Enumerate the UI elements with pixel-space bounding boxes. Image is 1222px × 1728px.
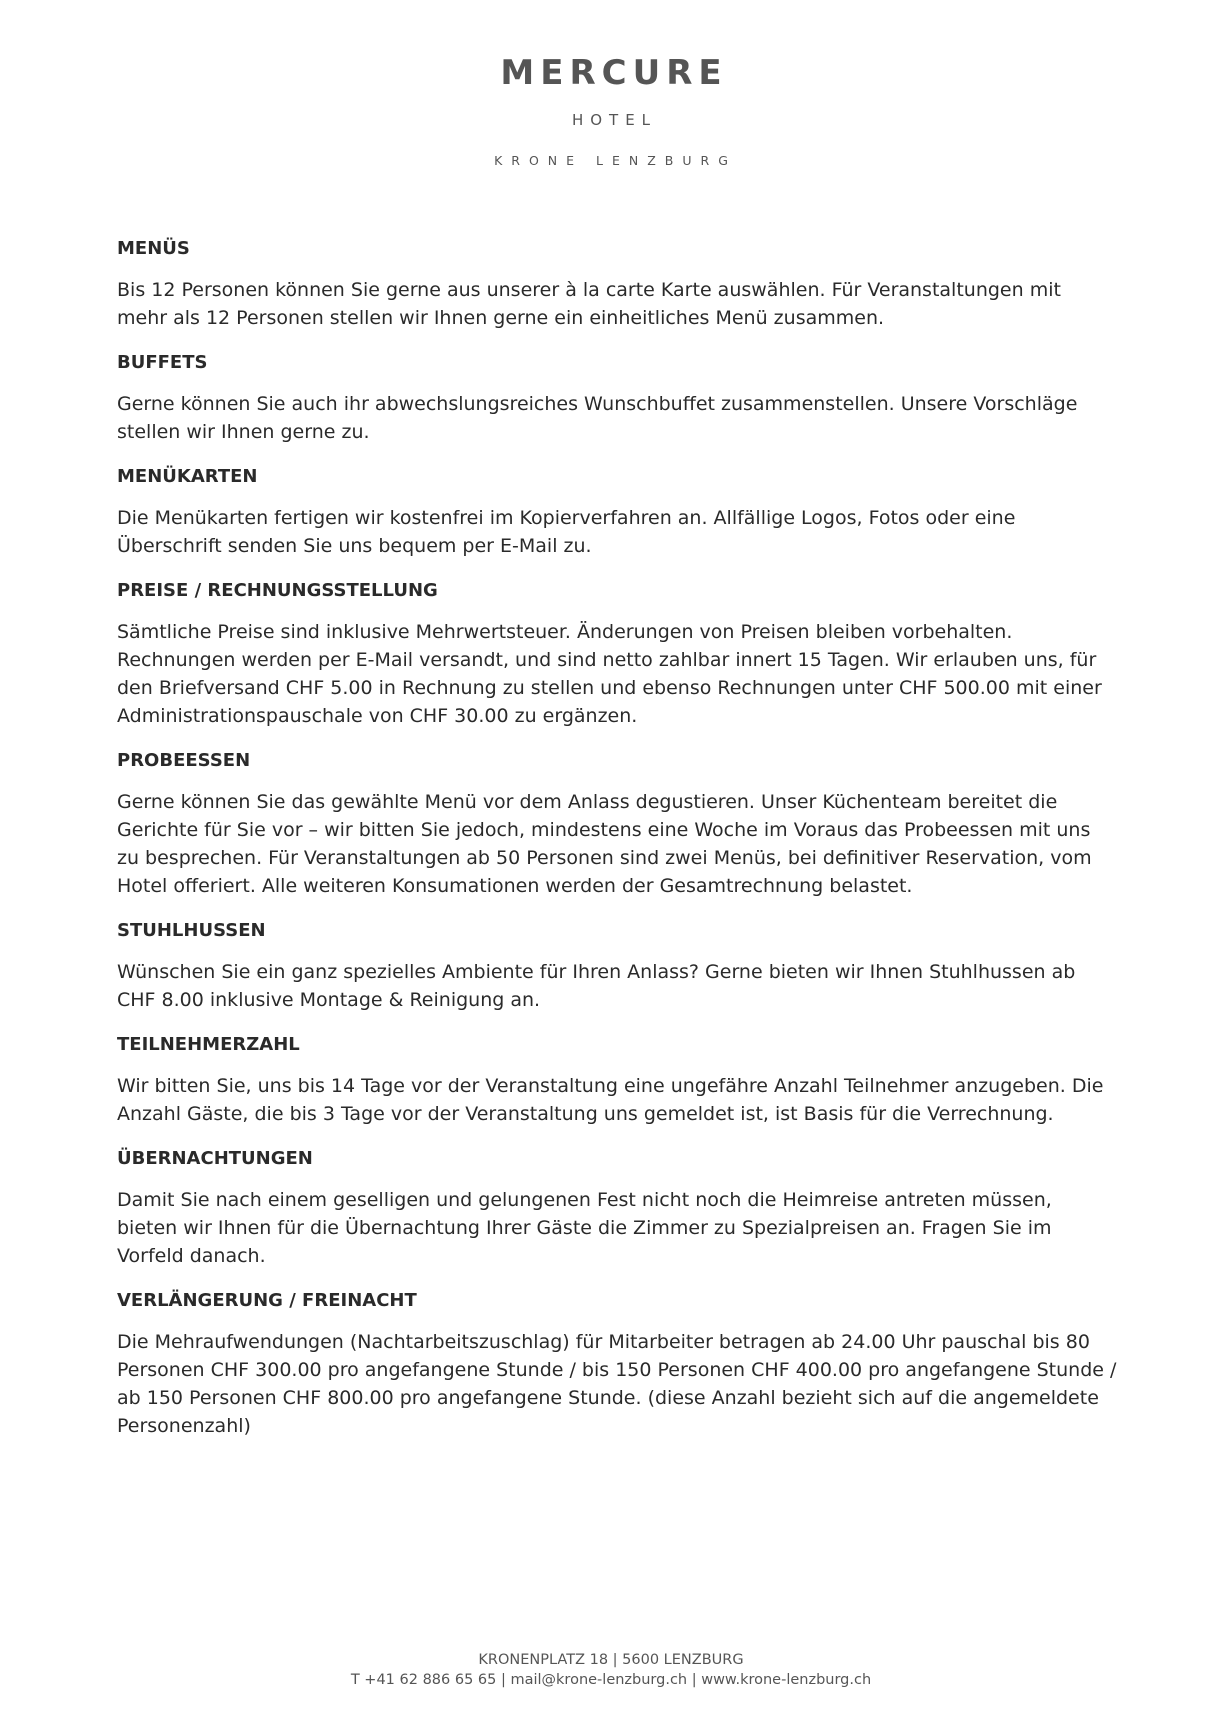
section-title: STUHLHUSSEN: [117, 920, 266, 941]
section-title: TEILNEHMERZAHL: [117, 1034, 300, 1055]
section-title: BUFFETS: [117, 352, 208, 373]
section-text: Die Mehraufwendungen (Nachtarbeitszuschlag) für Mitarbeiter betragen ab 24.00 Uhr pauschal bis 80 Personen CHF 300.00 pro angefangene Stunde / bis 150 Personen CHF 400.00 pro angefangene Stunde / ab 150 Personen CHF 800.00 pro angefangene Stunde. (diese Anzahl bezieht sich auf die angemeldete Personenzahl): [117, 1331, 1117, 1437]
section-menus: [117, 236, 1117, 332]
footer-contact: T +41 62 886 65 65 | mail@krone-lenzburg.ch | www.krone-lenzburg.ch: [350, 1672, 872, 1688]
section-text: Wünschen Sie ein ganz spezielles Ambiente für Ihren Anlass? Gerne bieten wir Ihnen Stuhlhussen ab CHF 8.00 inklusive Montage & Reinigung an.: [117, 961, 1076, 1011]
section-teilnehmerzahl: [117, 1032, 1117, 1128]
section-text: Gerne können Sie das gewählte Menü vor dem Anlass degustieren. Unser Küchenteam bereitet die Gerichte für Sie vor – wir bitten Sie jedoch, mindestens eine Woche im Voraus das Probeessen mit uns zu besprechen. Für Veranstaltungen ab 50 Personen sind zwei Menüs, bei definitiver Reservation, vom Hotel offeriert. Alle weiteren Konsumationen werden der Gesamtrechnung belastet.: [117, 791, 1092, 897]
section-text: Wir bitten Sie, uns bis 14 Tage vor der Veranstaltung eine ungefähre Anzahl Teilnehmer anzugeben. Die Anzahl Gäste, die bis 3 Tage vor der Veranstaltung uns gemeldet ist, ist Basis für die Verrechnung.: [117, 1075, 1104, 1125]
section-buffets: [117, 350, 1117, 446]
footer-address: KRONENPLATZ 18 | 5600 LENZBURG: [478, 1652, 744, 1668]
section-text: Die Menükarten fertigen wir kostenfrei im Kopierverfahren an. Allfällige Logos, Fotos oder eine Überschrift senden Sie uns bequem per E-Mail zu.: [117, 507, 1016, 557]
section-stuhlhussen: [117, 918, 1117, 1014]
section-text: Gerne können Sie auch ihr abwechslungsreiches Wunschbuffet zusammenstellen. Unsere Vorschläge stellen wir Ihnen gerne zu.: [117, 393, 1078, 443]
section-menukarten: [117, 464, 1117, 560]
section-title: ÜBERNACHTUNGEN: [117, 1148, 313, 1169]
hotel-logo: [0, 50, 1222, 170]
section-title: MENÜS: [117, 238, 190, 259]
section-text: Bis 12 Personen können Sie gerne aus unserer à la carte Karte auswählen. Für Veranstaltungen mit mehr als 12 Personen stellen wir Ihnen gerne ein einheitliches Menü zusammen.: [117, 279, 1061, 329]
section-text: Damit Sie nach einem geselligen und gelungenen Fest nicht noch die Heimreise antreten müssen, bieten wir Ihnen für die Übernachtung Ihrer Gäste die Zimmer zu Spezialpreisen an. Fragen Sie im Vorfeld danach.: [117, 1189, 1052, 1267]
section-title: VERLÄNGERUNG / FREINACHT: [117, 1290, 417, 1311]
section-title: PREISE / RECHNUNGSSTELLUNG: [117, 580, 438, 601]
section-verlaengerung: [117, 1288, 1117, 1440]
section-probeessen: [117, 748, 1117, 900]
section-title: PROBEESSEN: [117, 750, 251, 771]
brand-subtitle: HOTEL: [571, 111, 658, 129]
section-text: Sämtliche Preise sind inklusive Mehrwertsteuer. Änderungen von Preisen bleiben vorbehalten. Rechnungen werden per E-Mail versandt, und sind netto zahlbar innert 15 Tagen. Wir erlauben uns, für den Briefversand CHF 5.00 in Rechnung zu stellen und ebenso Rechnungen unter CHF 500.00 mit einer Administrationspauschale von CHF 30.00 zu ergänzen.: [117, 621, 1102, 727]
section-title: MENÜKARTEN: [117, 466, 258, 487]
page-footer: [0, 1650, 1222, 1690]
brand-name: MERCURE: [500, 53, 728, 93]
brand-location: KRONE LENZBURG: [494, 153, 737, 168]
section-uebernachtungen: [117, 1146, 1117, 1270]
document-body: [117, 236, 1117, 1458]
section-preise: [117, 578, 1117, 730]
